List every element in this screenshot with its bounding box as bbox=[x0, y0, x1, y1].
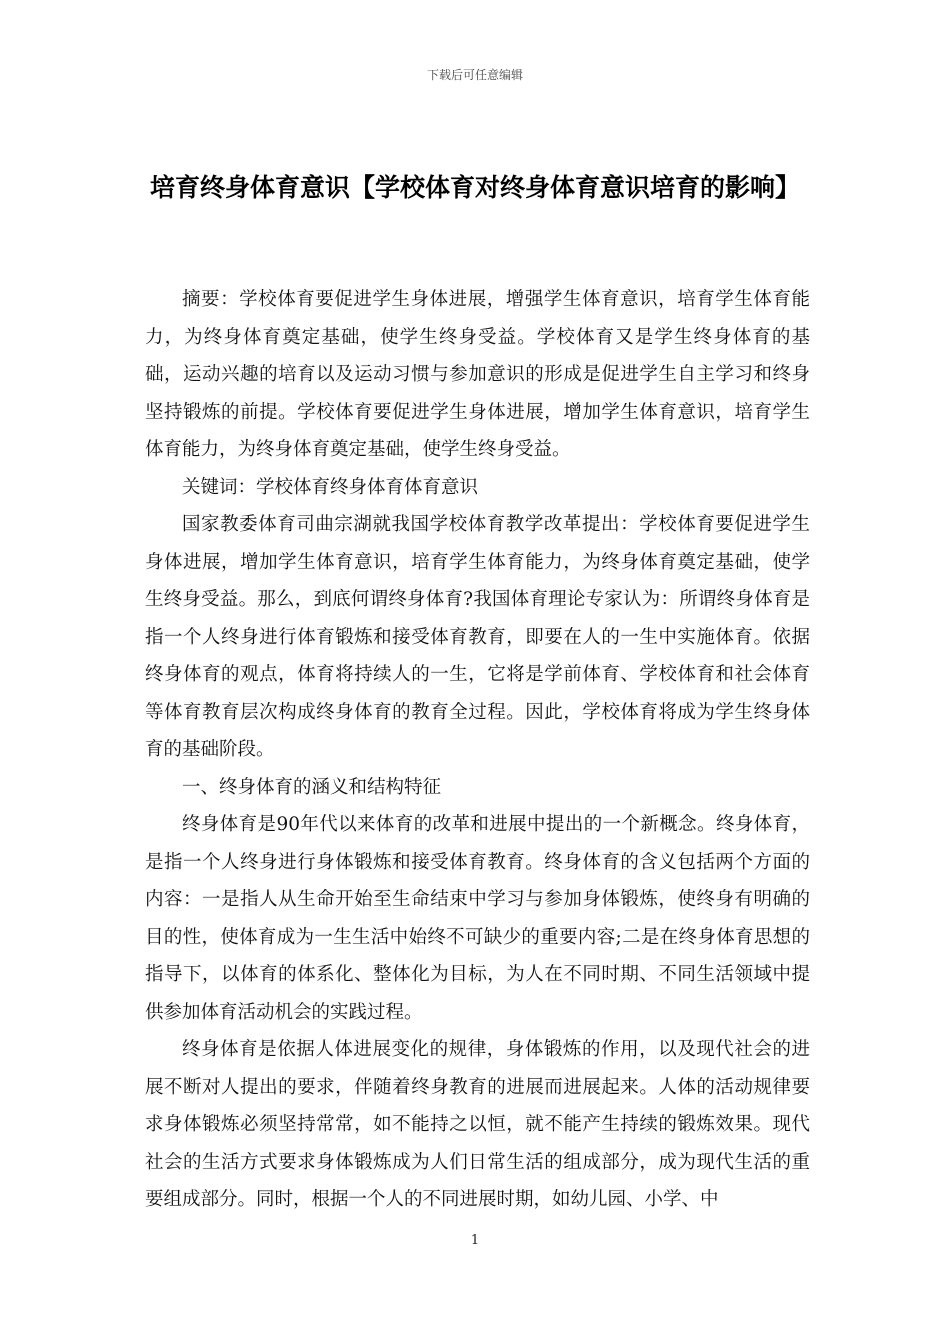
intro-paragraph: 国家教委体育司曲宗湖就我国学校体育教学改革提出：学校体育要促进学生身体进展，增加学生体育意识，培育学生体育能力，为终身体育奠定基础，使学生终身受益。那么，到底何谓终身体育?我国体育理论专家认为：所谓终身体育是指一个人终身进行体育锻炼和接受体育教育，即要在人的一生中实施体育。依据终身体育的观点，体育将持续人的一生，它将是学前体育、学校体育和社会体育等体育教育层次构成终身体育的教育全过程。因此，学校体育将成为学生终身体育的基础阶段。 bbox=[145, 514, 810, 760]
document-title: 培育终身体育意识【学校体育对终身体育意识培育的影响】 bbox=[149, 172, 800, 202]
body-paragraph: 终身体育是90年代以来体育的改革和进展中提出的一个新概念。终身体育，是指一个人终身进行身体锻炼和接受体育教育。终身体育的含义包括两个方面的内容：一是指人从生命开始至生命结束中学习与参加身体锻炼，使终身有明确的目的性，使体育成为一生生活中始终不可缺少的重要内容;二是在终身体育思想的指导下，以体育的体系化、整体化为目标，为人在不同时期、不同生活领域中提供参加体育活动机会的实践过程。 bbox=[145, 814, 810, 1023]
section-heading: 一、终身体育的涵义和结构特征 bbox=[182, 776, 442, 798]
keywords-paragraph: 关键词：学校体育终身体育体育意识 bbox=[182, 476, 479, 498]
abstract-paragraph: 摘要：学校体育要促进学生身体进展，增强学生体育意识，培育学生体育能力，为终身体育奠定基础，使学生终身受益。学校体育又是学生终身体育的基础，运动兴趣的培育以及运动习惯与参加意识的形成是促进学生自主学习和终身坚持锻炼的前提。学校体育要促进学生身体进展，增加学生体育意识，培育学生体育能力，为终身体育奠定基础，使学生终身受益。 bbox=[145, 289, 810, 460]
body-paragraph: 终身体育是依据人体进展变化的规律，身体锻炼的作用，以及现代社会的进展不断对人提出的要求，伴随着终身教育的进展而进展起来。人体的活动规律要求身体锻炼必须坚持常常，如不能持之以恒，就不能产生持续的锻炼效果。现代社会的生活方式要求身体锻炼成为人们日常生活的组成部分，成为现代生活的重要组成部分。同时，根据一个人的不同进展时期，如幼儿园、小学、中 bbox=[145, 1039, 810, 1210]
page-number: 1 bbox=[470, 1233, 480, 1248]
document-body bbox=[145, 281, 810, 1219]
header-note: 下载后可任意编辑 bbox=[426, 68, 523, 82]
